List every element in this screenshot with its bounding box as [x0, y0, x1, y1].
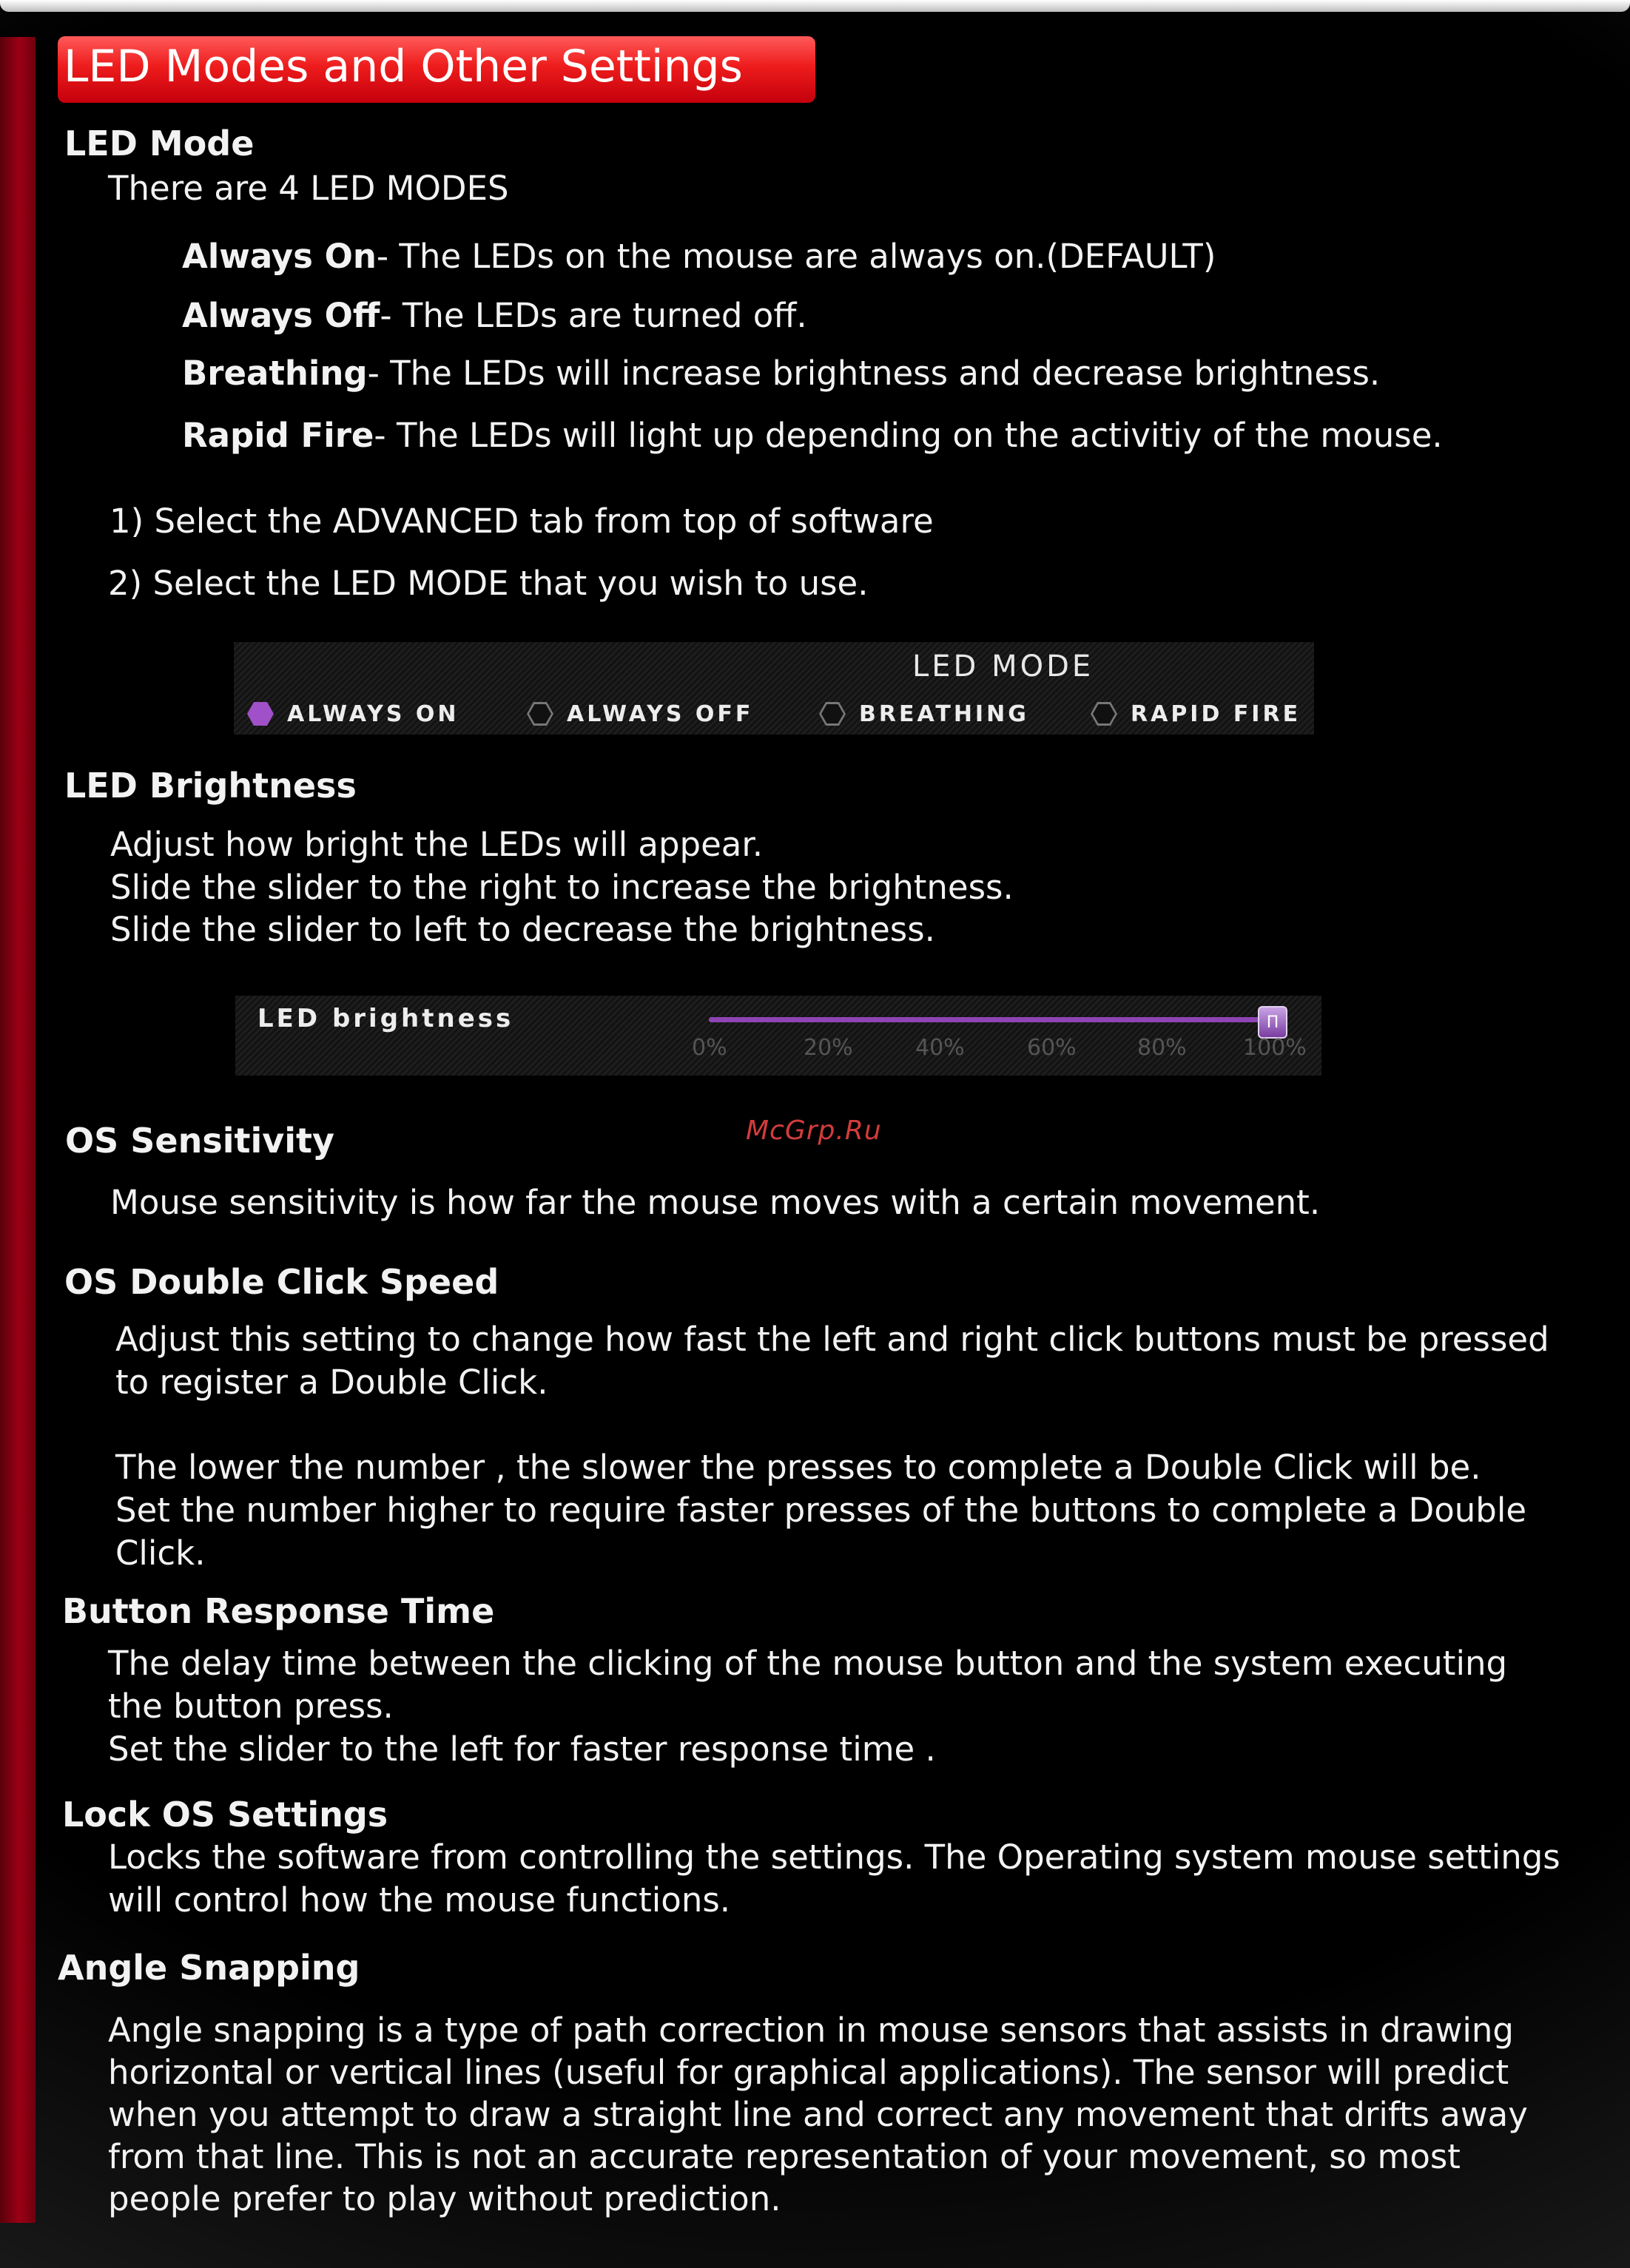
radio-label: RAPID FIRE: [1131, 701, 1301, 727]
double-click-line: to register a Double Click.: [115, 1363, 548, 1402]
radio-label: BREATHING: [859, 701, 1029, 727]
mode-name: Always On: [182, 237, 377, 276]
radio-unselected-icon: [819, 702, 846, 726]
slider-tick: 80%: [1137, 1035, 1187, 1061]
os-sensitivity-text: Mouse sensitivity is how far the mouse moves with a certain movement.: [110, 1183, 1321, 1222]
radio-breathing[interactable]: [819, 699, 1029, 729]
mode-desc: - The LEDs will increase brightness and decrease brightness.: [367, 354, 1381, 393]
slider-tick: 40%: [915, 1035, 965, 1061]
slider-tick: 60%: [1027, 1035, 1077, 1061]
mode-desc: - The LEDs on the mouse are always on.(DEFAULT): [376, 237, 1216, 276]
brightness-line: Slide the slider to left to decrease the brightness.: [110, 910, 935, 949]
mode-desc: - The LEDs are turned off.: [380, 296, 807, 335]
heading-os-sensitivity: OS Sensitivity: [65, 1121, 334, 1161]
radio-always-off[interactable]: [527, 699, 753, 729]
radio-always-on[interactable]: [247, 699, 459, 729]
mode-name: Breathing: [182, 354, 368, 393]
radio-label: ALWAYS ON: [287, 701, 459, 727]
radio-selected-icon: [247, 702, 274, 726]
mode-desc: - The LEDs will light up depending on the activitiy of the mouse.: [374, 416, 1443, 455]
led-mode-intro: There are 4 LED MODES: [108, 169, 509, 208]
brightness-slider-thumb[interactable]: Π: [1258, 1006, 1287, 1039]
heading-os-double-click: OS Double Click Speed: [64, 1262, 499, 1302]
mode-item: [182, 352, 1380, 395]
step-2: 2) Select the LED MODE that you wish to use.: [108, 564, 869, 603]
mode-item: [182, 235, 1216, 278]
brightness-line: Slide the slider to the right to increase the brightness.: [110, 868, 1014, 907]
angle-snapping-line: Angle snapping is a type of path correction in mouse sensors that assists in drawing: [108, 2011, 1514, 2050]
brightness-line: Adjust how bright the LEDs will appear.: [110, 825, 764, 864]
angle-snapping-line: people prefer to play without prediction.: [108, 2179, 781, 2218]
lock-os-line: will control how the mouse functions.: [108, 1880, 731, 1920]
page-title: LED Modes and Other Settings: [64, 41, 743, 92]
left-red-strip: [0, 37, 36, 2223]
page-top-edge: [0, 0, 1630, 12]
heading-led-brightness: LED Brightness: [64, 766, 357, 806]
step-1: 1) Select the ADVANCED tab from top of software: [110, 502, 934, 541]
slider-tick: 100%: [1243, 1035, 1307, 1061]
button-response-line: The delay time between the clicking of the mouse button and the system executing: [108, 1644, 1508, 1683]
lock-os-line: Locks the software from controlling the settings. The Operating system mouse settings: [108, 1837, 1560, 1877]
radio-label: ALWAYS OFF: [567, 701, 754, 727]
radio-unselected-icon: [1091, 702, 1117, 726]
heading-lock-os: Lock OS Settings: [62, 1795, 388, 1835]
double-click-line: Click.: [115, 1533, 206, 1573]
angle-snapping-line: when you attempt to draw a straight line and correct any movement that drifts away: [108, 2095, 1528, 2134]
mode-name: Rapid Fire: [182, 416, 374, 455]
button-response-line: the button press.: [108, 1687, 394, 1726]
angle-snapping-line: from that line. This is not an accurate representation of your movement, so most: [108, 2137, 1461, 2176]
led-mode-panel-title: LED MODE: [912, 649, 1094, 684]
watermark: McGrp.Ru: [746, 1116, 882, 1146]
slider-tick: 20%: [804, 1035, 853, 1061]
radio-unselected-icon: [527, 702, 553, 726]
brightness-slider-track[interactable]: [709, 1017, 1271, 1022]
heading-angle-snapping: Angle Snapping: [58, 1948, 360, 1988]
mode-item: [182, 414, 1443, 457]
button-response-line: Set the slider to the left for faster response time .: [108, 1729, 936, 1769]
angle-snapping-line: horizontal or vertical lines (useful for graphical applications). The sensor will predict: [108, 2053, 1509, 2092]
brightness-slider-label: LED brightness: [257, 1004, 514, 1033]
heading-button-response: Button Response Time: [62, 1591, 495, 1631]
heading-led-mode: LED Mode: [64, 124, 255, 163]
double-click-line: Set the number higher to require faster presses of the buttons to complete a Double: [115, 1491, 1527, 1530]
mode-item: [182, 294, 807, 337]
mode-name: Always Off: [182, 296, 380, 335]
radio-rapid-fire[interactable]: [1091, 699, 1301, 729]
slider-tick: 0%: [692, 1035, 727, 1061]
double-click-line: The lower the number , the slower the presses to complete a Double Click will be.: [115, 1448, 1481, 1487]
double-click-line: Adjust this setting to change how fast the left and right click buttons must be pressed: [115, 1320, 1549, 1359]
